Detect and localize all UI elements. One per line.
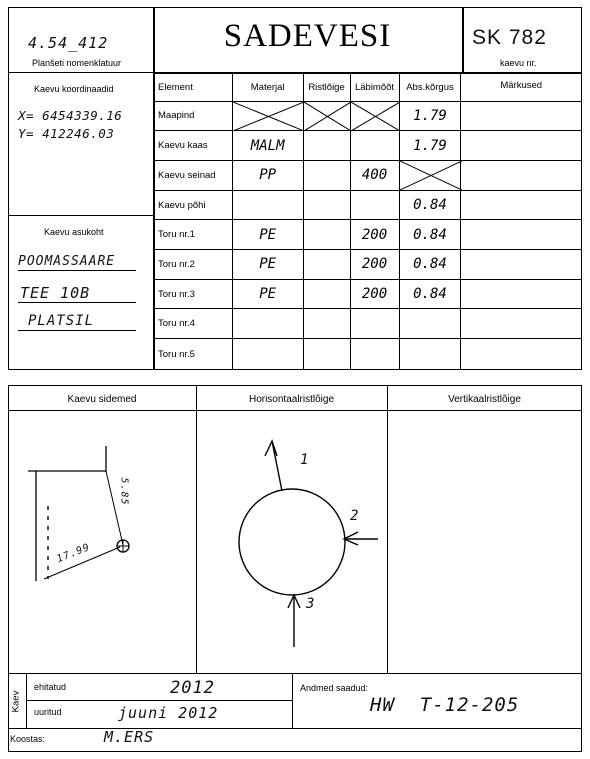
lower-footer-line	[8, 673, 582, 674]
header-materjal: Materjal	[232, 74, 303, 102]
row-ristloige	[303, 190, 350, 220]
sheet-box-bottom	[8, 72, 154, 73]
row-markused	[461, 190, 582, 220]
header-labimoot: Läbimõõt	[350, 74, 399, 102]
row-abs-korgus: 0.84	[399, 220, 461, 250]
header-ristloige: Ristlõige	[303, 74, 350, 102]
footer-mid-divider	[292, 673, 293, 728]
row-markused	[461, 250, 582, 280]
table-row	[154, 220, 582, 250]
row-element: Toru nr.4	[154, 309, 233, 339]
row-labimoot: 400	[350, 161, 399, 191]
row-labimoot	[350, 190, 399, 220]
row-element: Toru nr.3	[154, 279, 233, 309]
row-materjal	[232, 339, 303, 370]
row-markused	[461, 101, 582, 131]
row-labimoot: 200	[350, 250, 399, 280]
row-labimoot: 200	[350, 279, 399, 309]
coordinates-label: Kaevu koordinaadid	[34, 84, 114, 94]
row-abs-korgus	[399, 339, 461, 370]
row-element: Kaevu põhi	[154, 190, 233, 220]
ehitatud-label: ehitatud	[34, 682, 67, 692]
row-element: Kaevu kaas	[154, 131, 233, 161]
tie-dimension-2: 5.85	[118, 477, 130, 506]
header-abs-korgus: Abs.kõrgus	[399, 74, 461, 102]
location-label: Kaevu asukoht	[44, 227, 104, 237]
table-header-row	[154, 74, 582, 102]
pipe-1-label: 1	[300, 452, 310, 468]
row-materjal	[232, 309, 303, 339]
location-underline-1	[18, 270, 136, 271]
crossed-cell	[350, 101, 399, 131]
table-row	[154, 101, 582, 131]
row-abs-korgus: 0.84	[399, 190, 461, 220]
uuritud-label: uuritud	[34, 707, 62, 717]
crossed-cell	[303, 101, 350, 131]
coord-y: Y= 412246.03	[18, 126, 115, 141]
building-outline	[28, 446, 106, 471]
row-labimoot	[350, 309, 399, 339]
horizontal-section-drawing	[196, 411, 387, 673]
ehitatud-value: 2012	[170, 678, 215, 698]
vertical-section-heading: Vertikaalristlõige	[448, 394, 521, 405]
row-ristloige	[303, 131, 350, 161]
row-markused	[461, 279, 582, 309]
location-line-3: PLATSIL	[28, 313, 95, 329]
row-abs-korgus	[399, 309, 461, 339]
row-labimoot	[350, 131, 399, 161]
row-element: Maapind	[154, 101, 233, 131]
row-ristloige	[303, 309, 350, 339]
well-number: SK 782	[472, 26, 547, 49]
row-ristloige	[303, 250, 350, 280]
row-materjal: PE	[232, 220, 303, 250]
pipe-3-label: 3	[306, 596, 316, 612]
row-abs-korgus: 0.84	[399, 250, 461, 280]
row-element: Toru nr.1	[154, 220, 233, 250]
title-right-divider	[462, 7, 464, 73]
row-ristloige	[303, 161, 350, 191]
well-elements-table	[153, 73, 582, 370]
header-markused: Märkused	[461, 74, 582, 102]
row-materjal: MALM	[232, 131, 303, 161]
well-outline	[239, 489, 345, 595]
uuritud-value: juuni 2012	[118, 704, 219, 722]
row-materjal: PE	[232, 279, 303, 309]
ties-heading: Kaevu sidemed	[67, 394, 137, 405]
table-row	[154, 250, 582, 280]
row-labimoot	[350, 339, 399, 370]
crossed-cell	[399, 161, 461, 191]
coords-box-bottom	[8, 215, 154, 216]
row-materjal	[232, 190, 303, 220]
table-row	[154, 309, 582, 339]
row-abs-korgus: 1.79	[399, 131, 461, 161]
row-markused	[461, 220, 582, 250]
row-markused	[461, 309, 582, 339]
row-markused	[461, 161, 582, 191]
row-ristloige	[303, 220, 350, 250]
row-element: Toru nr.5	[154, 339, 233, 370]
koostas-value: M.ERS	[104, 728, 155, 746]
row-markused	[461, 131, 582, 161]
crossed-cell	[232, 101, 303, 131]
row-ristloige	[303, 279, 350, 309]
row-markused	[461, 339, 582, 370]
location-line-2: TEE 10B	[20, 284, 91, 302]
form-title: SADEVESI	[223, 18, 392, 54]
well-number-label: kaevu nr.	[500, 58, 537, 68]
location-underline-3	[18, 330, 136, 331]
row-labimoot: 200	[350, 220, 399, 250]
row-materjal: PE	[232, 250, 303, 280]
table-row	[154, 339, 582, 370]
row-element: Kaevu seinad	[154, 161, 233, 191]
location-line-1: POOMASSAARE	[18, 254, 116, 269]
table-row	[154, 279, 582, 309]
lower-col-divider-2	[387, 385, 388, 674]
koostas-line	[8, 728, 582, 729]
sheet-number: 4.54_412	[28, 34, 109, 52]
andmed-value: HW T-12-205	[370, 694, 520, 716]
row-abs-korgus: 0.84	[399, 279, 461, 309]
table-row	[154, 161, 582, 191]
koostas-label: Koostas:	[10, 734, 46, 744]
row-abs-korgus: 1.79	[399, 101, 461, 131]
andmed-label: Andmed saadud:	[300, 683, 369, 693]
header-element: Element	[154, 74, 233, 102]
kaev-label: Kaev	[10, 690, 22, 713]
sheet-label: Planšeti nomenklatuur	[32, 58, 122, 68]
row-element: Toru nr.2	[154, 250, 233, 280]
horizontal-section-heading: Horisontaalristlõige	[248, 394, 335, 405]
ehitatud-line	[26, 700, 292, 701]
table-row	[154, 131, 582, 161]
row-materjal: PP	[232, 161, 303, 191]
pipe-1-line	[272, 441, 282, 491]
tie-dimension-1: 17.99	[55, 541, 92, 566]
tie-sketch	[8, 411, 196, 673]
row-ristloige	[303, 339, 350, 370]
location-underline-2	[18, 302, 136, 303]
pipe-2-label: 2	[350, 508, 360, 524]
table-row	[154, 190, 582, 220]
coord-x: X= 6454339.16	[18, 108, 123, 123]
